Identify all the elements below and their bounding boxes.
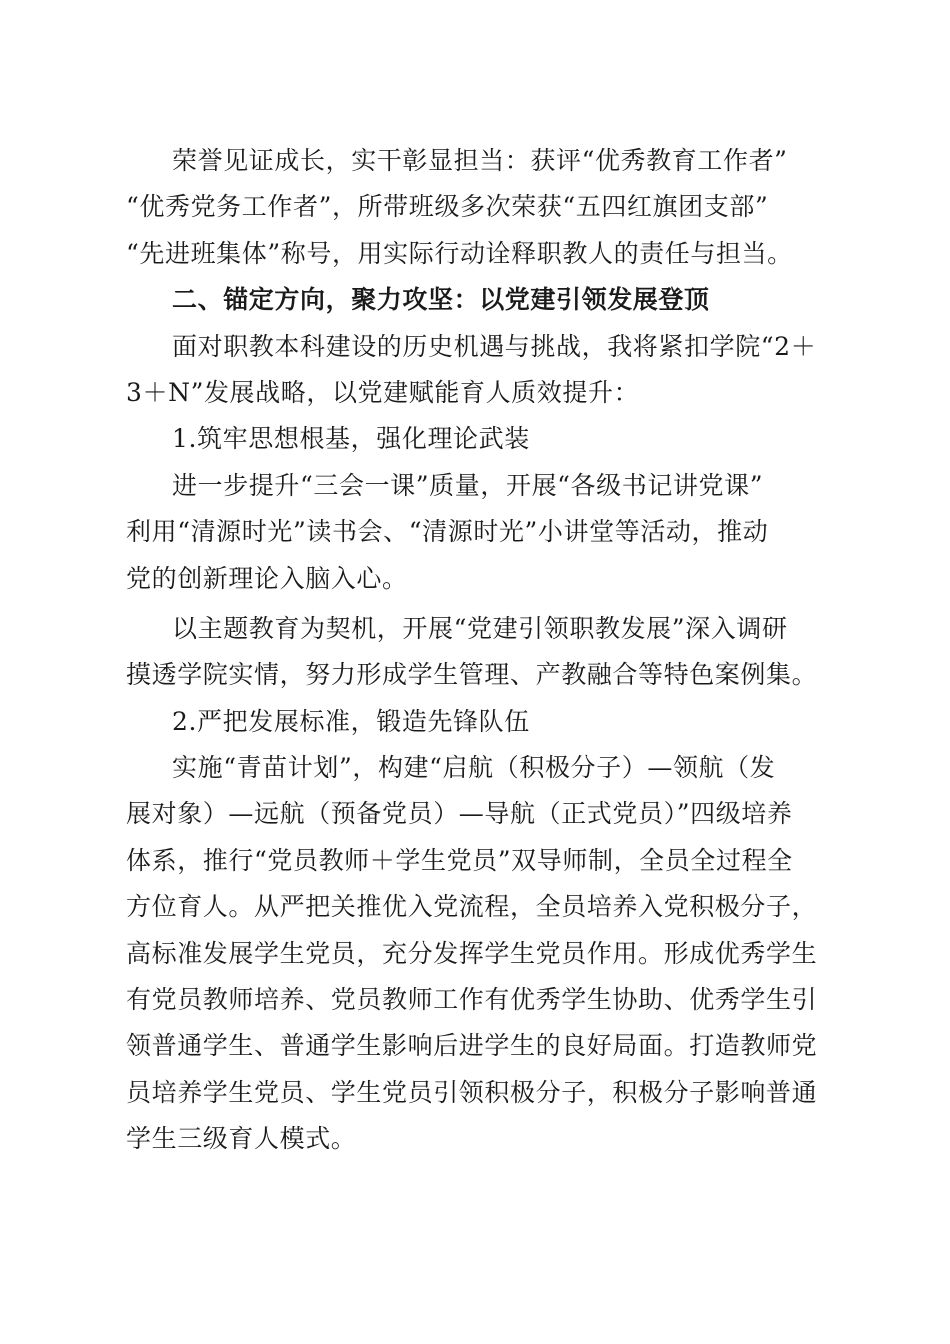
paragraph-intro: [126, 324, 826, 417]
paragraph-honors: [126, 138, 826, 277]
paragraph-qingmiao-plan: [126, 745, 826, 1163]
text-line: 面对职教本科建设的历史机遇与挑战，我将紧扣学院“2＋: [172, 331, 817, 361]
text-line: 领普通学生、普通学生影响后进学生的良好局面。打造教师党: [126, 1031, 818, 1061]
text-line: 展对象）—远航（预备党员）—导航（正式党员）”四级培养: [126, 799, 793, 829]
text-line: 方位育人。从严把关推优入党流程，全员培养入党积极分子，: [126, 892, 818, 922]
subheading-1: [126, 416, 826, 462]
section-heading: [126, 277, 826, 323]
text-line: 有党员教师培养、党员教师工作有优秀学生协助、优秀学生引: [126, 985, 818, 1015]
text-line: “优秀党务工作者”，所带班级多次荣获“五四红旗团支部”: [126, 192, 769, 222]
text-line: “先进班集体”称号，用实际行动诠释职教人的责任与担当。: [126, 238, 793, 268]
paragraph-theory: [126, 463, 826, 602]
subheading-line: 2.严把发展标准，锻造先锋队伍: [172, 706, 530, 736]
text-line: 体系，推行“党员教师＋学生党员”双导师制，全员全过程全: [126, 845, 793, 875]
subheading-2: [126, 699, 826, 745]
document-body: [126, 138, 826, 1163]
text-line: 实施“青苗计划”，构建“启航（积极分子）—领航（发: [172, 753, 776, 783]
text-line: 员培养学生党员、学生党员引领积极分子，积极分子影响普通: [126, 1077, 818, 1107]
text-line: 荣誉见证成长，实干彰显担当：获评“优秀教育工作者”: [172, 146, 788, 175]
text-line: 高标准发展学生党员，充分发挥学生党员作用。形成优秀学生: [126, 938, 818, 968]
text-line: 进一步提升“三会一课”质量，开展“各级书记讲党课”: [172, 470, 764, 500]
text-line: 学生三级育人模式。: [126, 1124, 357, 1154]
subheading-line: 1.筑牢思想根基，强化理论武装: [172, 424, 530, 454]
text-line: 利用“清源时光”读书会、“清源时光”小讲堂等活动，推动: [126, 517, 769, 547]
text-line: 党的创新理论入脑入心。: [126, 563, 408, 593]
text-line: 以主题教育为契机，开展“党建引领职教发展”深入调研: [172, 613, 788, 643]
text-line: 摸透学院实情，努力形成学生管理、产教融合等特色案例集。: [126, 660, 818, 690]
paragraph-research: [126, 606, 826, 699]
heading-line: 二、锚定方向，聚力攻坚：以党建引领发展登顶: [172, 285, 710, 315]
text-line: 3＋N”发展战略，以党建赋能育人质效提升：: [126, 377, 640, 407]
